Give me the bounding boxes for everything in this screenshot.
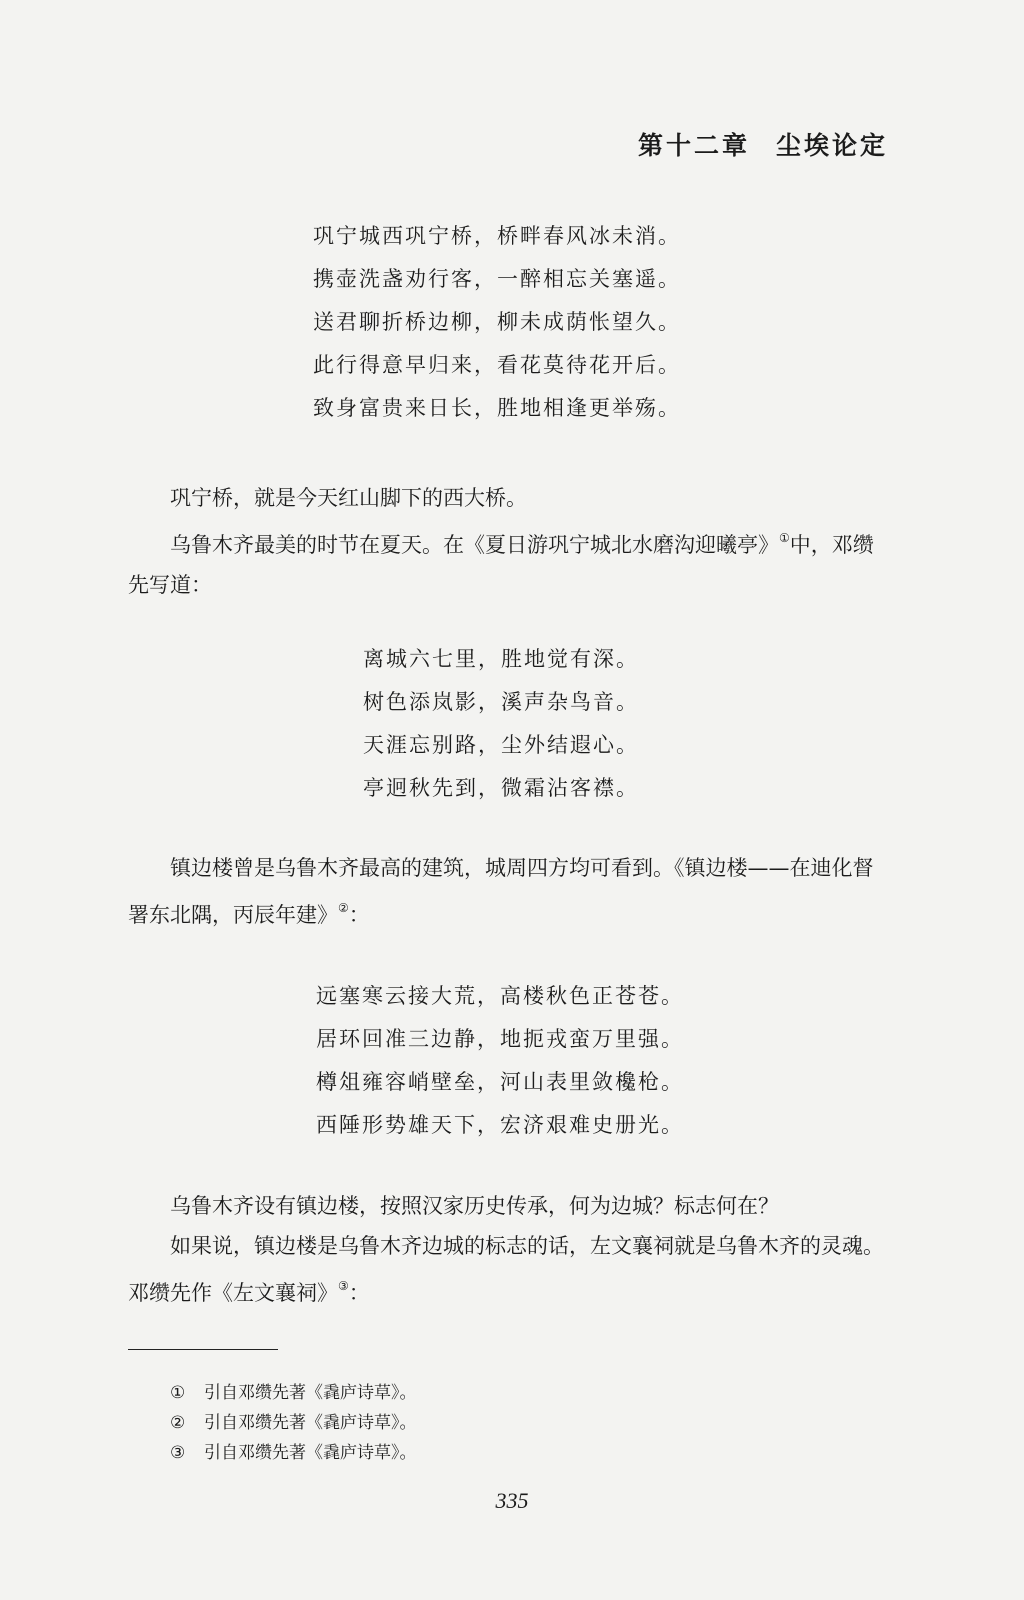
poem-gongning-bridge <box>313 215 681 430</box>
footnote-ref: ① <box>779 531 790 545</box>
paragraph-text: ： <box>348 1281 370 1305</box>
paragraph <box>128 1226 888 1313</box>
poem-line: 远塞寒云接大荒，高楼秋色正苍苍。 <box>316 984 684 1008</box>
chapter-number: 第十二章 <box>637 131 750 160</box>
page-number: 335 <box>495 1488 529 1513</box>
paragraph <box>128 518 888 605</box>
footnote <box>170 1438 417 1468</box>
footnote-text: 引自邓缵先著《毳庐诗草》。 <box>204 1443 417 1463</box>
footnote-mark: ① <box>170 1383 186 1403</box>
poem-line: 天涯忘别路，尘外结遐心。 <box>363 733 639 757</box>
poem-line: 离城六七里，胜地觉有深。 <box>363 647 639 671</box>
footnote-text: 引自邓缵先著《毳庐诗草》。 <box>204 1383 417 1403</box>
poem-line: 巩宁城西巩宁桥，桥畔春风冰未消。 <box>313 224 681 248</box>
poem-zhenbian-tower <box>316 975 684 1147</box>
poem-line: 树色添岚影，溪声杂鸟音。 <box>363 690 639 714</box>
paragraph-text: 乌鲁木齐最美的时节在夏天。在《夏日游巩宁城北水磨沟迎曦亭》 <box>170 533 779 557</box>
chapter-title: 尘埃论定 <box>775 131 888 160</box>
poem-summer-pavilion <box>363 638 639 810</box>
paragraph: 乌鲁木齐设有镇边楼，按照汉家历史传承，何为边城？标志何在？ <box>170 1194 779 1218</box>
poem-line: 西陲形势雄天下，宏济艰难史册光。 <box>316 1113 684 1137</box>
poem-line: 送君聊折桥边柳，柳未成荫怅望久。 <box>313 310 681 334</box>
poem-line: 携壶洗盏劝行客，一醉相忘关塞遥。 <box>313 267 681 291</box>
footnote <box>170 1378 417 1408</box>
footnote-ref: ③ <box>338 1279 349 1293</box>
footnote-mark: ③ <box>170 1443 186 1463</box>
prose-block-2 <box>128 848 888 935</box>
poem-line: 此行得意早归来，看花莫待花开后。 <box>313 353 681 377</box>
footnote-divider <box>128 1349 278 1350</box>
paragraph-text: 如果说，镇边楼是乌鲁木齐边城的标志的话，左文襄祠就是乌鲁木齐的灵魂。邓缵先作《左文襄祠》 <box>128 1234 884 1305</box>
paragraph: 巩宁桥，就是今天红山脚下的西大桥。 <box>170 486 527 510</box>
footnotes <box>170 1378 417 1468</box>
footnote-text: 引自邓缵先著《毳庐诗草》。 <box>204 1413 417 1433</box>
running-header <box>638 126 888 162</box>
poem-line: 居环回准三边静，地扼戎蛮万里强。 <box>316 1027 684 1051</box>
footnote-mark: ② <box>170 1413 186 1433</box>
paragraph-text: 中，邓缵先写道： <box>128 533 874 597</box>
paragraph <box>128 848 888 935</box>
poem-line: 亭迥秋先到，微霜沾客襟。 <box>363 776 639 800</box>
paragraph-text: ： <box>348 903 370 927</box>
paragraph-text: 镇边楼曾是乌鲁木齐最高的建筑，城周四方均可看到。《镇边楼——在迪化督署东北隅，丙辰年建》 <box>128 856 874 927</box>
poem-line: 樽俎雍容峭壁垒，河山表里敛欃枪。 <box>316 1070 684 1094</box>
footnote-ref: ② <box>338 901 349 915</box>
prose-block-3 <box>128 1186 888 1313</box>
poem-line: 致身富贵来日长，胜地相逢更举殇。 <box>313 396 681 420</box>
footnote <box>170 1408 417 1438</box>
prose-block-1 <box>128 478 888 605</box>
